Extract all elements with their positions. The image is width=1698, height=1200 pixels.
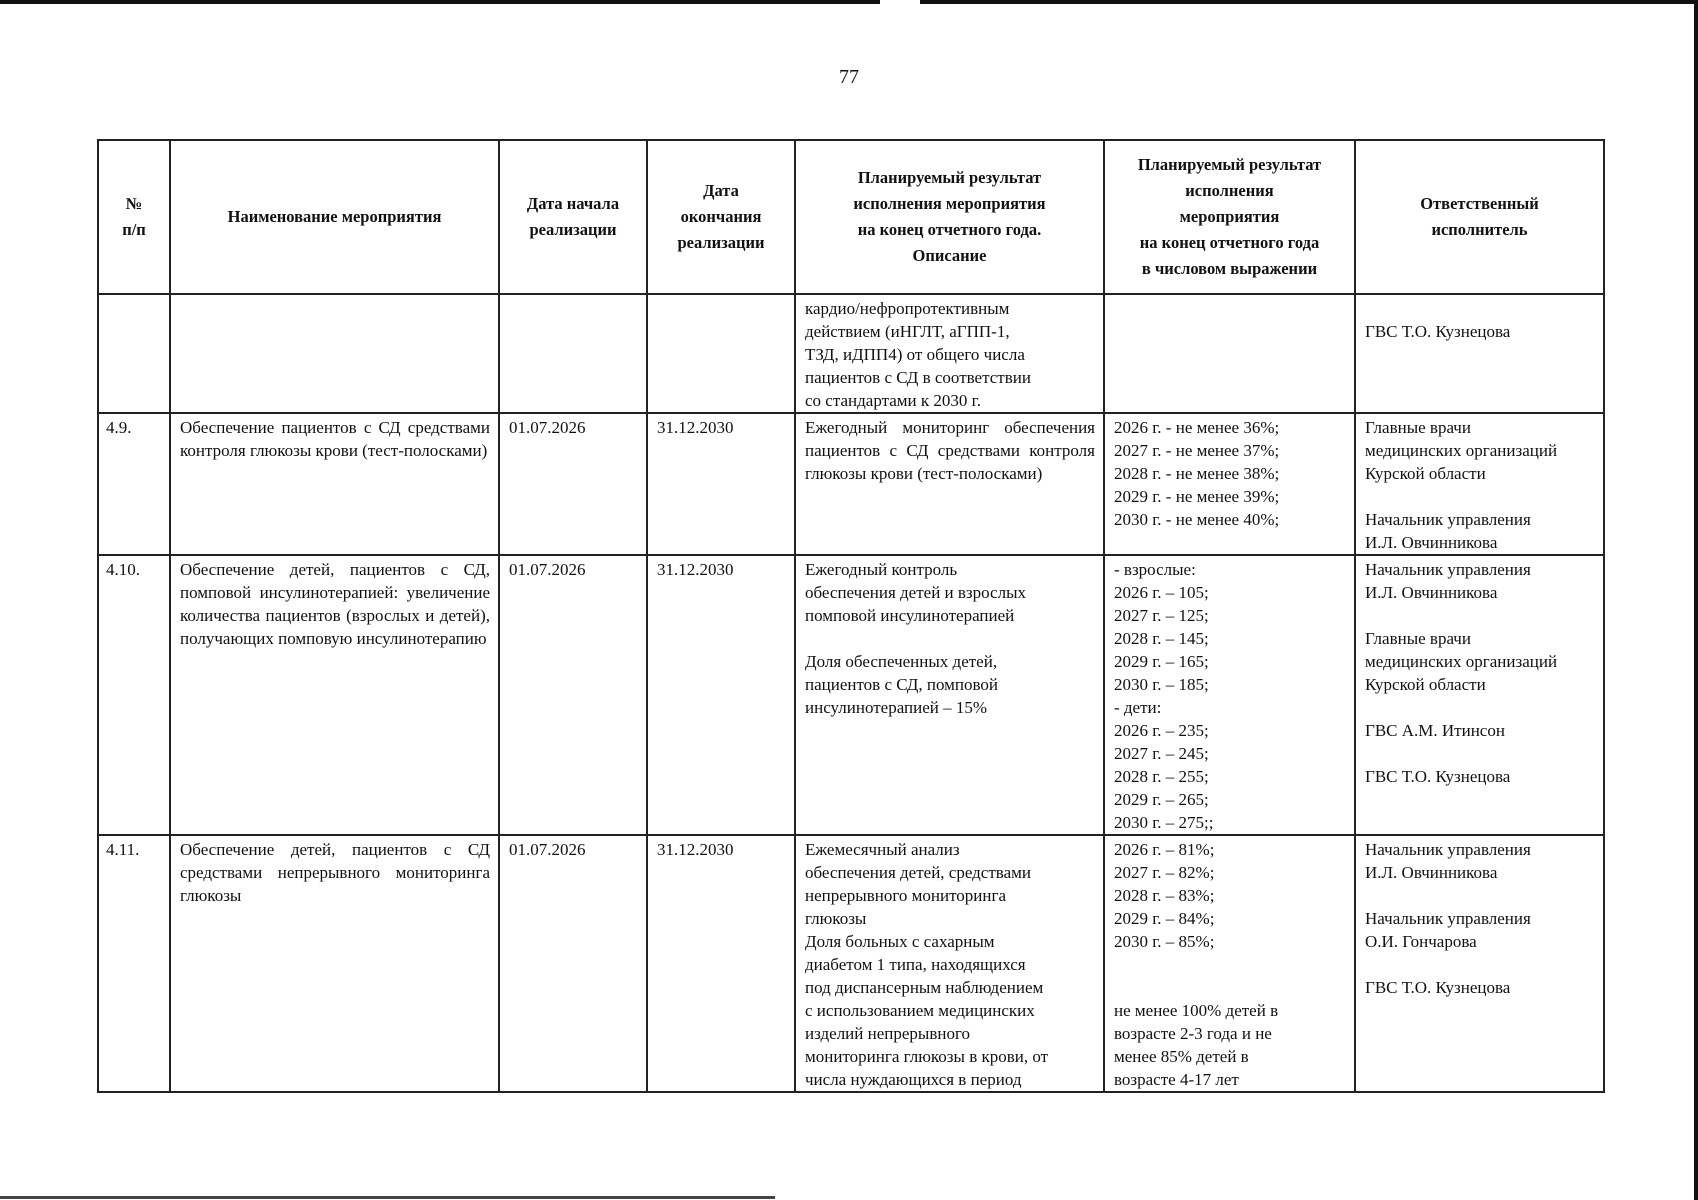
cell-num: 4.10.: [98, 555, 170, 835]
cell-result-numeric: - взрослые: 2026 г. – 105; 2027 г. – 125; 2028 г. – 145; 2029 г. – 165; 2030 г. – 185; - дети: 2026 г. – 235; 2027 г. – 245; 2028 г. – 255; 2029 г. – 265; 2030 г. – 275;;: [1104, 555, 1355, 835]
cell-num: 4.11.: [98, 835, 170, 1092]
cell-start-date: 01.07.2026: [499, 835, 647, 1092]
cell-responsible: Главные врачи медицинских организаций Курской области Начальник управления И.Л. Овчинникова: [1355, 413, 1604, 555]
cell-result-numeric: [1104, 294, 1355, 413]
header-result-numeric: Планируемый результат исполнения мероприятия на конец отчетного года в числовом выражении: [1104, 140, 1355, 294]
cell-result-description: Ежегодный мониторинг обеспечения пациентов с СД средствами контроля глюкозы крови (тест-полосками): [795, 413, 1104, 555]
cell-responsible: Начальник управления И.Л. Овчинникова Главные врачи медицинских организаций Курской области ГВС А.М. Итинсон ГВС Т.О. Кузнецова: [1355, 555, 1604, 835]
cell-num: 4.9.: [98, 413, 170, 555]
cell-num: [98, 294, 170, 413]
cell-end-date: 31.12.2030: [647, 413, 795, 555]
cell-result-description: Ежегодный контроль обеспечения детей и взрослых помповой инсулинотерапией Доля обеспеченных детей, пациентов с СД, помповой инсулинотерапией – 15%: [795, 555, 1104, 835]
table-row: [98, 294, 1604, 413]
table-row: [98, 835, 1604, 1092]
cell-result-description: кардио/нефропротективным действием (иНГЛТ, аГПП-1, ТЗД, иДПП4) от общего числа пациентов с СД в соответствии со стандартами к 2030 г.: [795, 294, 1104, 413]
header-start-date: Дата начала реализации: [499, 140, 647, 294]
scan-bottom-edge: [0, 1196, 775, 1199]
cell-end-date: 31.12.2030: [647, 835, 795, 1092]
cell-start-date: 01.07.2026: [499, 413, 647, 555]
activities-table: [97, 139, 1605, 1093]
scan-top-edge: [0, 0, 1698, 4]
table-row: [98, 413, 1604, 555]
header-result-description: Планируемый результат исполнения мероприятия на конец отчетного года. Описание: [795, 140, 1104, 294]
cell-result-numeric: 2026 г. - не менее 36%; 2027 г. - не менее 37%; 2028 г. - не менее 38%; 2029 г. - не менее 39%; 2030 г. - не менее 40%;: [1104, 413, 1355, 555]
cell-responsible: ГВС Т.О. Кузнецова: [1355, 294, 1604, 413]
cell-result-description: Ежемесячный анализ обеспечения детей, средствами непрерывного мониторинга глюкозы Доля больных с сахарным диабетом 1 типа, находящихся под диспансерным наблюдением с использованием медицинских изделий непрерывного мониторинга глюкозы в крови, от числа нуждающихся в период: [795, 835, 1104, 1092]
header-responsible: Ответственный исполнитель: [1355, 140, 1604, 294]
header-num: № п/п: [98, 140, 170, 294]
page-number: 77: [839, 66, 859, 88]
header-end-date: Дата окончания реализации: [647, 140, 795, 294]
cell-end-date: 31.12.2030: [647, 555, 795, 835]
cell-name: Обеспечение детей, пациентов с СД, помповой инсулинотерапией: увеличение количества пациентов (взрослых и детей), получающих помповую инсулинотерапию: [170, 555, 499, 835]
header-name: Наименование мероприятия: [170, 140, 499, 294]
cell-responsible: Начальник управления И.Л. Овчинникова Начальник управления О.И. Гончарова ГВС Т.О. Кузнецова: [1355, 835, 1604, 1092]
cell-start-date: 01.07.2026: [499, 555, 647, 835]
scan-right-edge: [1694, 0, 1698, 1200]
cell-name: [170, 294, 499, 413]
cell-start-date: [499, 294, 647, 413]
table-row: [98, 555, 1604, 835]
cell-result-numeric: 2026 г. – 81%; 2027 г. – 82%; 2028 г. – 83%; 2029 г. – 84%; 2030 г. – 85%; не менее 100% детей в возрасте 2-3 года и не менее 85% детей в возрасте 4-17 лет: [1104, 835, 1355, 1092]
cell-name: Обеспечение детей, пациентов с СД средствами непрерывного мониторинга глюкозы: [170, 835, 499, 1092]
scan-top-edge-gap: [880, 0, 920, 4]
cell-end-date: [647, 294, 795, 413]
table-header-row: [98, 140, 1604, 294]
cell-name: Обеспечение пациентов с СД средствами контроля глюкозы крови (тест-полосками): [170, 413, 499, 555]
